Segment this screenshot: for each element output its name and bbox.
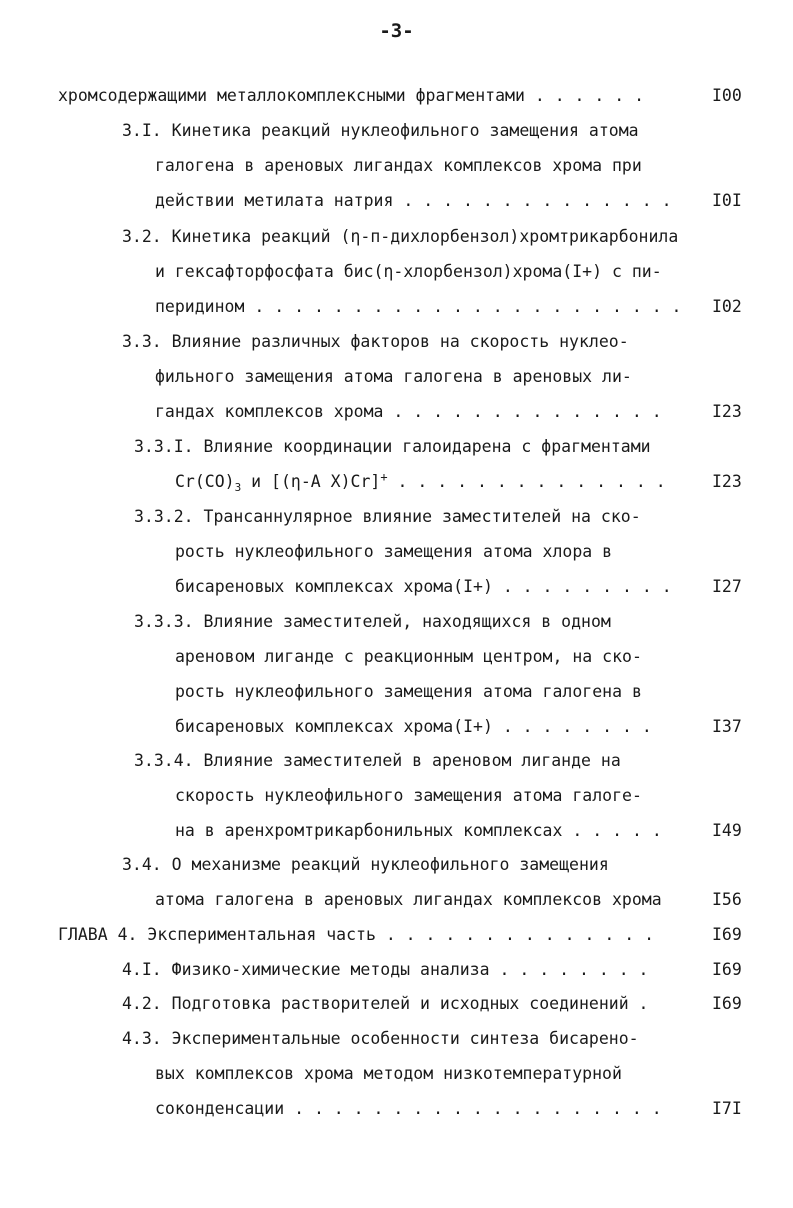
toc-entry-3-3-3: 3.3.3. Влияние заместителей, находящихся в одном (134, 612, 611, 631)
toc-chapter-4: ГЛАВА 4. Экспериментальная часть . . . . . . . . . . . . . . (58, 925, 655, 944)
formula-subscript: 3 (234, 481, 242, 494)
toc-entry-text: бисареновых комплексах хрома(I+) . . . . . . . . . (175, 577, 672, 596)
toc-entry-text: действии метилата натрия . . . . . . . . . . . . . . (155, 191, 672, 210)
toc-page-ref: I23 (712, 472, 742, 491)
formula-part: и [(η-A X)Cr] (241, 472, 381, 491)
toc-entry-text: гандах комплексов хрома . . . . . . . . . . . . . . (155, 402, 662, 421)
toc-page-ref: I37 (712, 717, 742, 736)
toc-entry-3-3: 3.3. Влияние различных факторов на скорость нуклео- (122, 332, 629, 351)
toc-page-ref: I27 (712, 577, 742, 596)
toc-page-ref: I69 (712, 960, 742, 979)
toc-page-ref: I56 (712, 890, 742, 909)
toc-entry-3-3-4: 3.3.4. Влияние заместителей в ареновом лиганде на (134, 751, 621, 770)
formula-part: Cr(CO) (175, 472, 235, 491)
toc-entry-text: и гексафторфосфата бис(η-хлорбензол)хрома(I+) с пи- (155, 262, 662, 281)
toc-entry-text: рость нуклеофильного замещения атома хлора в (175, 542, 613, 561)
toc-entry-text: рость нуклеофильного замещения атома галогена в (175, 682, 642, 701)
toc-page-ref: I0I (712, 191, 742, 210)
toc-entry-3-3-2: 3.3.2. Трансаннулярное влияние заместителей на ско- (134, 507, 641, 526)
toc-entry-3-4: 3.4. О механизме реакций нуклеофильного замещения (122, 855, 609, 874)
toc-page-ref: I00 (712, 86, 742, 105)
toc-entry-text: соконденсации . . . . . . . . . . . . . . . . . . . (155, 1099, 662, 1118)
toc-entry-3-2: 3.2. Кинетика реакций (η-п-дихлорбензол)хромтрикарбонила (122, 227, 679, 246)
toc-entry-text: перидином . . . . . . . . . . . . . . . . . . . . . . (155, 297, 682, 316)
formula-superscript: + (380, 470, 388, 484)
toc-entry-4-1: 4.I. Физико-химические методы анализа . . . . . . . . (122, 960, 649, 979)
toc-entry-text: на в аренхромтрикарбонильных комплексах . . . . . (175, 821, 662, 840)
toc-page-ref: I49 (712, 821, 742, 840)
toc-entry-text: атома галогена в ареновых лигандах комплексов хрома (155, 890, 662, 909)
toc-entry-text: галогена в ареновых лигандах комплексов хрома при (155, 156, 642, 175)
toc-entry-4-3: 4.3. Экспериментальные особенности синтеза бисарено- (122, 1029, 639, 1048)
page-number: -3- (379, 20, 414, 42)
toc-entry-3-1: 3.I. Кинетика реакций нуклеофильного замещения атома (122, 121, 639, 140)
toc-entry-text: бисареновых комплексах хрома(I+) . . . . . . . . (175, 717, 652, 736)
toc-entry-formula (175, 469, 666, 495)
toc-page-ref: I69 (712, 925, 742, 944)
toc-entry-4-2: 4.2. Подготовка растворителей и исходных соединений . (122, 994, 649, 1013)
toc-entry-3-3-1: 3.3.I. Влияние координации галоидарена с фрагментами (134, 437, 651, 456)
toc-page-ref: I7I (712, 1099, 742, 1118)
toc-page-ref: I02 (712, 297, 742, 316)
toc-page-ref: I69 (712, 994, 742, 1013)
toc-entry-text: скорость нуклеофильного замещения атома галоге- (175, 786, 642, 805)
toc-line-continuation: хромсодержащими металлокомплексными фрагментами . . . . . . (58, 86, 645, 105)
toc-entry-text: фильного замещения атома галогена в ареновых ли- (155, 367, 632, 386)
toc-entry-text: вых комплексов хрома методом низкотемпературной (155, 1064, 622, 1083)
toc-page-ref: I23 (712, 402, 742, 421)
toc-dots: . . . . . . . . . . . . . . (387, 472, 666, 491)
toc-entry-text: ареновом лиганде с реакционным центром, на ско- (175, 647, 642, 666)
